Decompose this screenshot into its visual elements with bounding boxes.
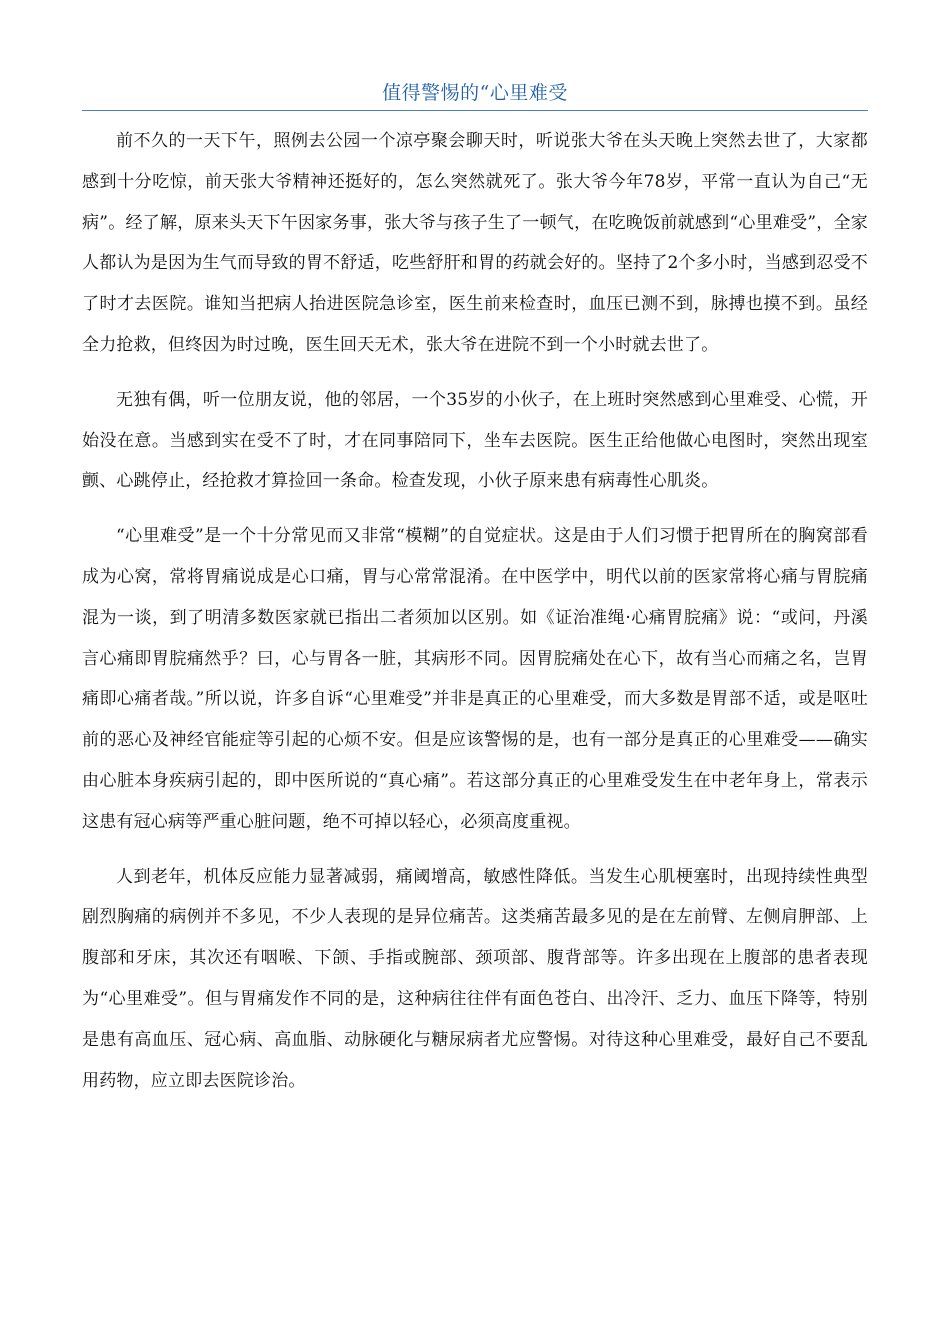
document-title: 值得警惕的“心里难受	[82, 78, 868, 111]
document-body	[82, 121, 868, 1101]
paragraph-1: 前不久的一天下午，照例去公园一个凉亭聚会聊天时，听说张大爷在头天晚上突然去世了，大家都感到十分吃惊，前天张大爷精神还挺好的，怎么突然就死了。张大爷今年78岁，平常一直认为自己“无病”。经了解，原来头天下午因家务事，张大爷与孩子生了一顿气，在吃晚饭前就感到“心里难受”，全家人都认为是因为生气而导致的胃不舒适，吃些舒肝和胃的药就会好的。坚持了2个多小时，当感到忍受不了时才去医院。谁知当把病人抬进医院急诊室，医生前来检查时，血压已测不到，脉搏也摸不到。虽经全力抢救，但终因为时过晚，医生回天无术，张大爷在进院不到一个小时就去世了。	[82, 131, 868, 355]
paragraph-4: 人到老年，机体反应能力显著减弱，痛阈增高，敏感性降低。当发生心肌梗塞时，出现持续性典型剧烈胸痛的病例并不多见，不少人表现的是异位痛苦。这类痛苦最多见的是在左前臂、左侧肩胛部、上腹部和牙床，其次还有咽喉、下颌、手指或腕部、颈项部、腹背部等。许多出现在上腹部的患者表现为“心里难受”。但与胃痛发作不同的是，这种病往往伴有面色苍白、出冷汗、乏力、血压下降等，特别是患有高血压、冠心病、高血脂、动脉硬化与糖尿病者尤应警惕。对待这种心里难受，最好自己不要乱用药物，应立即去医院诊治。	[82, 866, 868, 1091]
document-page	[82, 78, 868, 1115]
paragraph-2: 无独有偶，听一位朋友说，他的邻居，一个35岁的小伙子，在上班时突然感到心里难受、心慌，开始没在意。当感到实在受不了时，才在同事陪同下，坐车去医院。医生正给他做心电图时，突然出现室颤、心跳停止，经抢救才算捡回一条命。检查发现，小伙子原来患有病毒性心肌炎。	[82, 389, 868, 492]
paragraph-3: “心里难受”是一个十分常见而又非常“模糊”的自觉症状。这是由于人们习惯于把胃所在的胸窝部看成为心窝，常将胃痛说成是心口痛，胃与心常常混淆。在中医学中，明代以前的医家常将心痛与胃脘痛混为一谈，到了明清多数医家就已指出二者须加以区别。如《证治准绳·心痛胃脘痛》说：“或问，丹溪言心痛即胃脘痛然乎？曰，心与胃各一脏，其病形不同。因胃脘痛处在心下，故有当心而痛之名，岂胃痛即心痛者哉。”所以说，许多自诉“心里难受”并非是真正的心里难受，而大多数是胃部不适，或是呕吐前的恶心及神经官能症等引起的心烦不安。但是应该警惕的是，也有一部分是真正的心里难受——确实由心脏本身疾病引起的，即中医所说的“真心痛”。若这部分真正的心里难受发生在中老年身上，常表示这患有冠心病等严重心脏问题，绝不可掉以轻心，必须高度重视。	[82, 526, 868, 832]
